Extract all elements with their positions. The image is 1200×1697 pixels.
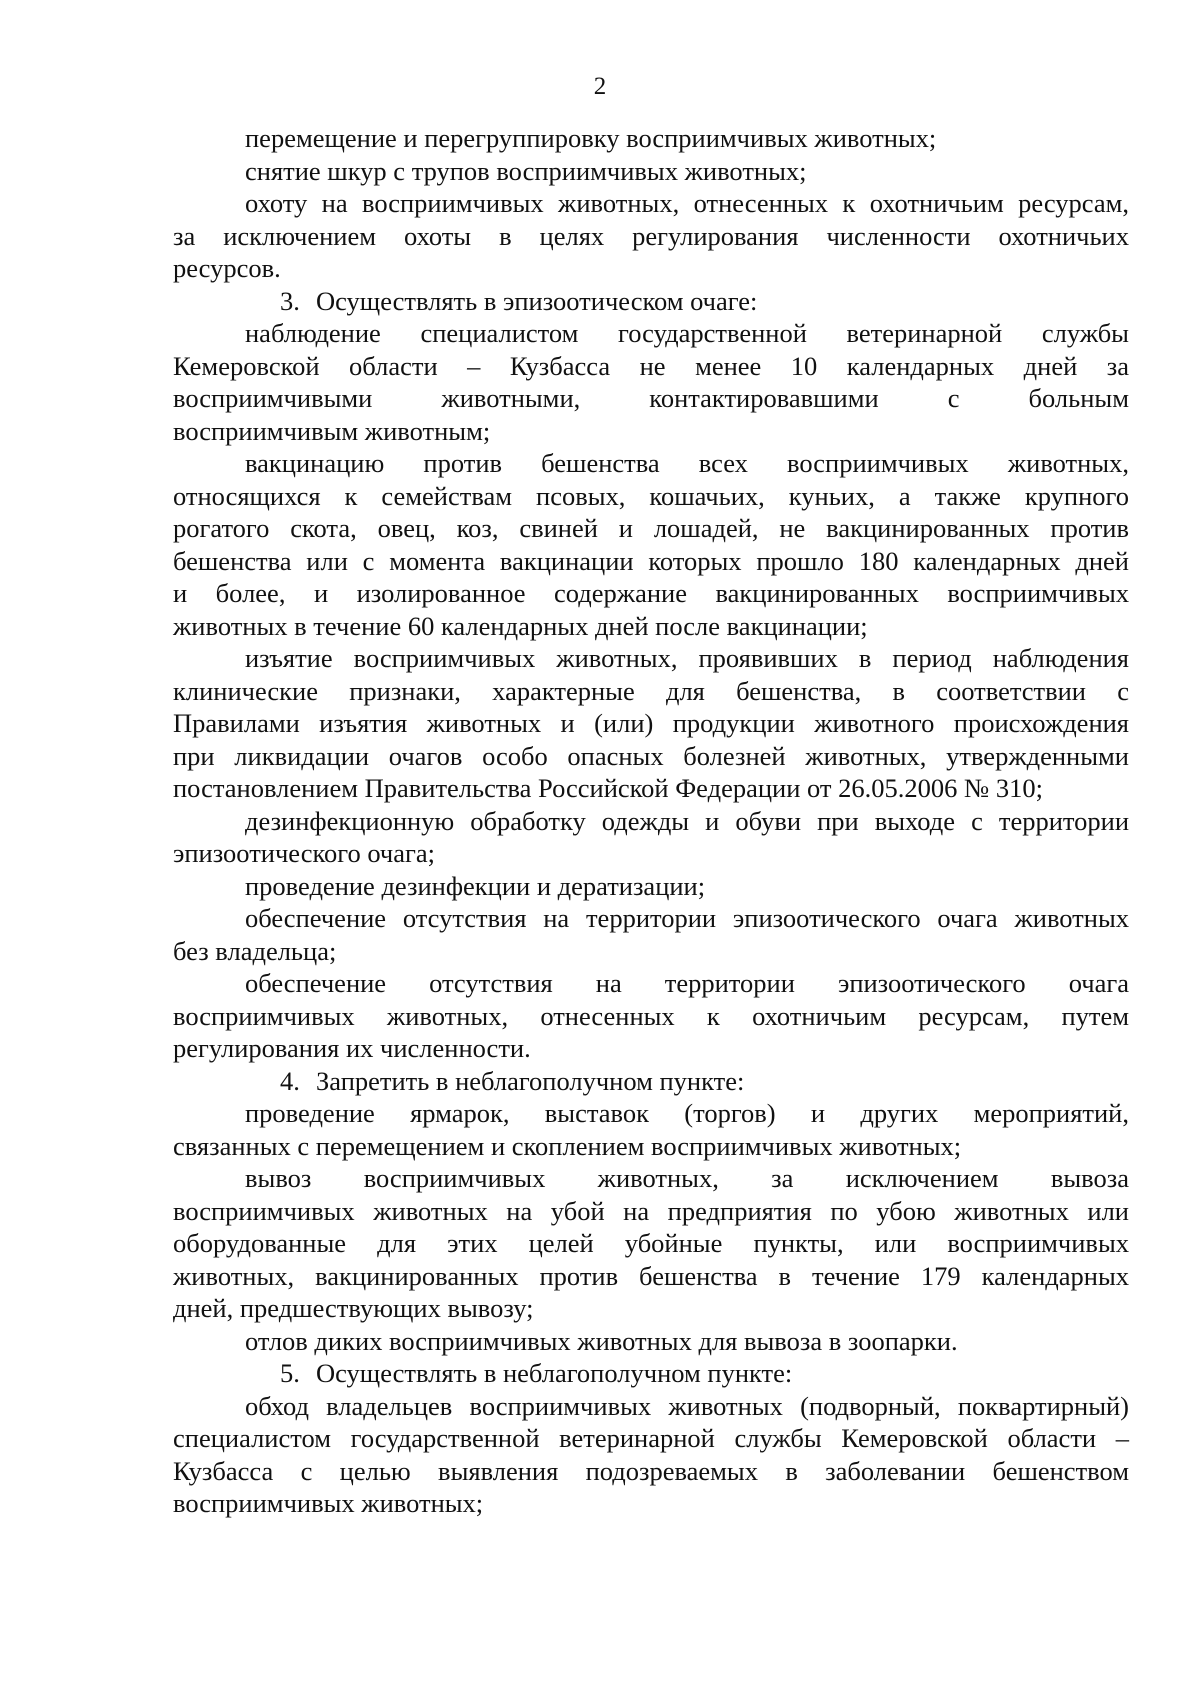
- paragraph: [173, 1097, 1129, 1162]
- document-body: [173, 122, 1129, 1520]
- text-line: связанных с перемещением и скоплением восприимчивых животных;: [173, 1130, 962, 1161]
- text-line: обеспечение отсутствия на территории эпизоотического очага животных: [245, 903, 1129, 933]
- text-line: изъятие восприимчивых животных, проявивших в период наблюдения: [245, 643, 1129, 673]
- paragraph: [173, 1325, 1129, 1358]
- text-line: проведение ярмарок, выставок (торгов) и других мероприятий,: [245, 1098, 1129, 1128]
- text-line: за исключением охоты в целях регулирования численности охотничьих: [173, 220, 1129, 251]
- text-line: вакцинацию против бешенства всех восприимчивых животных,: [245, 448, 1129, 478]
- text-line: бешенства или с момента вакцинации которых прошло 180 календарных дней: [173, 545, 1129, 576]
- item-heading: Запретить в неблагополучном пункте:: [316, 1065, 745, 1096]
- text-line: восприимчивых животных;: [173, 1488, 484, 1518]
- text-line: ресурсов.: [173, 253, 281, 283]
- paragraph: [173, 870, 1129, 903]
- paragraph: [173, 1162, 1129, 1325]
- text-line: восприимчивых животных, отнесенных к охотничьим ресурсам, путем: [173, 1000, 1129, 1031]
- text-line: клинические признаки, характерные для бешенства, в соответствии с: [173, 675, 1129, 706]
- item-number: 4.: [280, 1065, 300, 1096]
- text-line: дезинфекционную обработку одежды и обуви при выходе с территории: [245, 805, 1129, 836]
- paragraph: [173, 447, 1129, 642]
- text-line: оборудованные для этих целей убойные пункты, или восприимчивых: [173, 1228, 1129, 1258]
- text-line: эпизоотического очага;: [173, 838, 435, 868]
- paragraph: [173, 902, 1129, 967]
- text-line: без владельца;: [173, 935, 337, 966]
- text-line: снятие шкур с трупов восприимчивых животных;: [245, 155, 807, 186]
- paragraph: [173, 317, 1129, 447]
- paragraph: [173, 155, 1129, 188]
- text-line: отлов диких восприимчивых животных для вывоза в зоопарки.: [245, 1325, 958, 1356]
- item-heading: Осуществлять в эпизоотическом очаге:: [316, 285, 758, 316]
- numbered-item-5: [173, 1357, 1129, 1390]
- text-line: обеспечение отсутствия на территории эпизоотического очага: [245, 968, 1129, 998]
- numbered-item-3: [173, 285, 1129, 318]
- text-line: относящихся к семействам псовых, кошачьих, куньих, а также крупного: [173, 480, 1129, 511]
- text-line: восприимчивыми животными, контактировавшими с больным: [173, 383, 1129, 413]
- paragraph: [173, 967, 1129, 1065]
- item-heading: Осуществлять в неблагополучном пункте:: [316, 1358, 793, 1388]
- numbered-item-4: [173, 1065, 1129, 1098]
- text-line: обход владельцев восприимчивых животных (подворный, поквартирный): [245, 1390, 1129, 1421]
- paragraph: [173, 805, 1129, 870]
- text-line: рогатого скота, овец, коз, свиней и лошадей, не вакцинированных против: [173, 513, 1129, 543]
- text-line: восприимчивым животным;: [173, 415, 491, 446]
- text-line: вывоз восприимчивых животных, за исключением вывоза: [245, 1163, 1129, 1193]
- text-line: при ликвидации очагов особо опасных болезней животных, утвержденными: [173, 740, 1129, 771]
- text-line: постановлением Правительства Российской Федерации от 26.05.2006 № 310;: [173, 773, 1044, 803]
- paragraph: [173, 1390, 1129, 1520]
- text-line: восприимчивых животных на убой на предприятия по убою животных или: [173, 1195, 1129, 1226]
- page-number: 2: [593, 73, 607, 100]
- paragraph: [173, 122, 1129, 155]
- text-line: регулирования их численности.: [173, 1033, 531, 1063]
- text-line: животных, вакцинированных против бешенства в течение 179 календарных: [173, 1260, 1129, 1291]
- text-line: охоту на восприимчивых животных, отнесенных к охотничьим ресурсам,: [245, 188, 1129, 218]
- text-line: Кемеровской области – Кузбасса не менее 10 календарных дней за: [173, 350, 1129, 381]
- text-line: Кузбасса с целью выявления подозреваемых в заболевании бешенством: [173, 1455, 1129, 1486]
- text-line: специалистом государственной ветеринарной службы Кемеровской области –: [173, 1423, 1129, 1453]
- text-line: животных в течение 60 календарных дней после вакцинации;: [173, 610, 868, 641]
- paragraph: [173, 642, 1129, 805]
- text-line: Правилами изъятия животных и (или) продукции животного происхождения: [173, 708, 1129, 738]
- item-number: 3.: [280, 285, 300, 316]
- text-line: дней, предшествующих вывозу;: [173, 1293, 534, 1323]
- text-line: и более, и изолированное содержание вакцинированных восприимчивых: [173, 578, 1129, 608]
- text-line: наблюдение специалистом государственной ветеринарной службы: [245, 318, 1129, 348]
- text-line: проведение дезинфекции и дератизации;: [245, 870, 706, 901]
- item-number: 5.: [280, 1358, 300, 1388]
- text-line: перемещение и перегруппировку восприимчивых животных;: [245, 123, 937, 153]
- paragraph: [173, 187, 1129, 285]
